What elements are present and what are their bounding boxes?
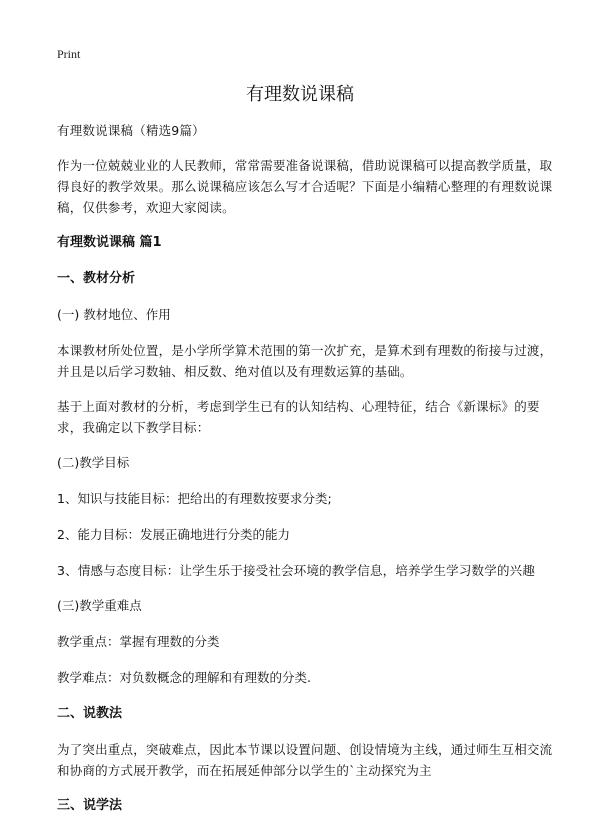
- subheading-teaching-goals: (二)教学目标: [57, 455, 130, 470]
- heading-teaching-material: 一、教材分析: [57, 271, 136, 286]
- goal-ability: 2、能力目标：发展正确地进行分类的能力: [57, 527, 290, 542]
- document-body: [57, 120, 555, 831]
- document-subtitle: 有理数说课稿（精选9篇）: [57, 123, 205, 138]
- print-label: Print: [57, 47, 81, 61]
- heading-teaching-method: 二、说教法: [57, 706, 123, 721]
- goal-emotion: 3、情感与态度目标：让学生乐于接受社会环境的教学信息，培养学生学习数学的兴趣: [57, 563, 536, 578]
- goal-knowledge: 1、知识与技能目标：把给出的有理数按要求分类;: [57, 491, 332, 506]
- intro-paragraph: 作为一位兢兢业业的人民教师，常常需要准备说课稿，借助说课稿可以提高教学质量，取得良好的教学效果。那么说课稿应该怎么写才合适呢？下面是小编精心整理的有理数说课稿，仅供参考，欢迎大家阅读。: [57, 158, 553, 215]
- paragraph-teaching-method: 为了突出重点，突破难点，因此本节课以设置问题、创设情境为主线，通过师生互相交流和协商的方式展开教学，而在拓展延伸部分以学生的`主动探究为主: [57, 742, 553, 778]
- heading-learning-method: 三、说学法: [57, 798, 123, 813]
- section-title: 有理数说课稿 篇1: [57, 235, 162, 250]
- paragraph-goals-basis: 基于上面对教材的分析，考虑到学生已有的认知结构、心理特征，结合《新课标》的要求，我确定以下教学目标：: [57, 399, 540, 435]
- subheading-material-position: (一) 教材地位、作用: [57, 307, 171, 322]
- document-title: 有理数说课稿: [246, 84, 354, 105]
- subheading-key-points: (三)教学重难点: [57, 598, 142, 613]
- paragraph-material: 本课教材所处位置，是小学所学算术范围的第一次扩充，是算术到有理数的衔接与过渡，并且是以后学习数轴、相反数、绝对值以及有理数运算的基础。: [57, 343, 553, 379]
- key-point: 教学重点：掌握有理数的分类: [57, 634, 220, 649]
- difficulty-point: 教学难点：对负数概念的理解和有理数的分类.: [57, 670, 311, 685]
